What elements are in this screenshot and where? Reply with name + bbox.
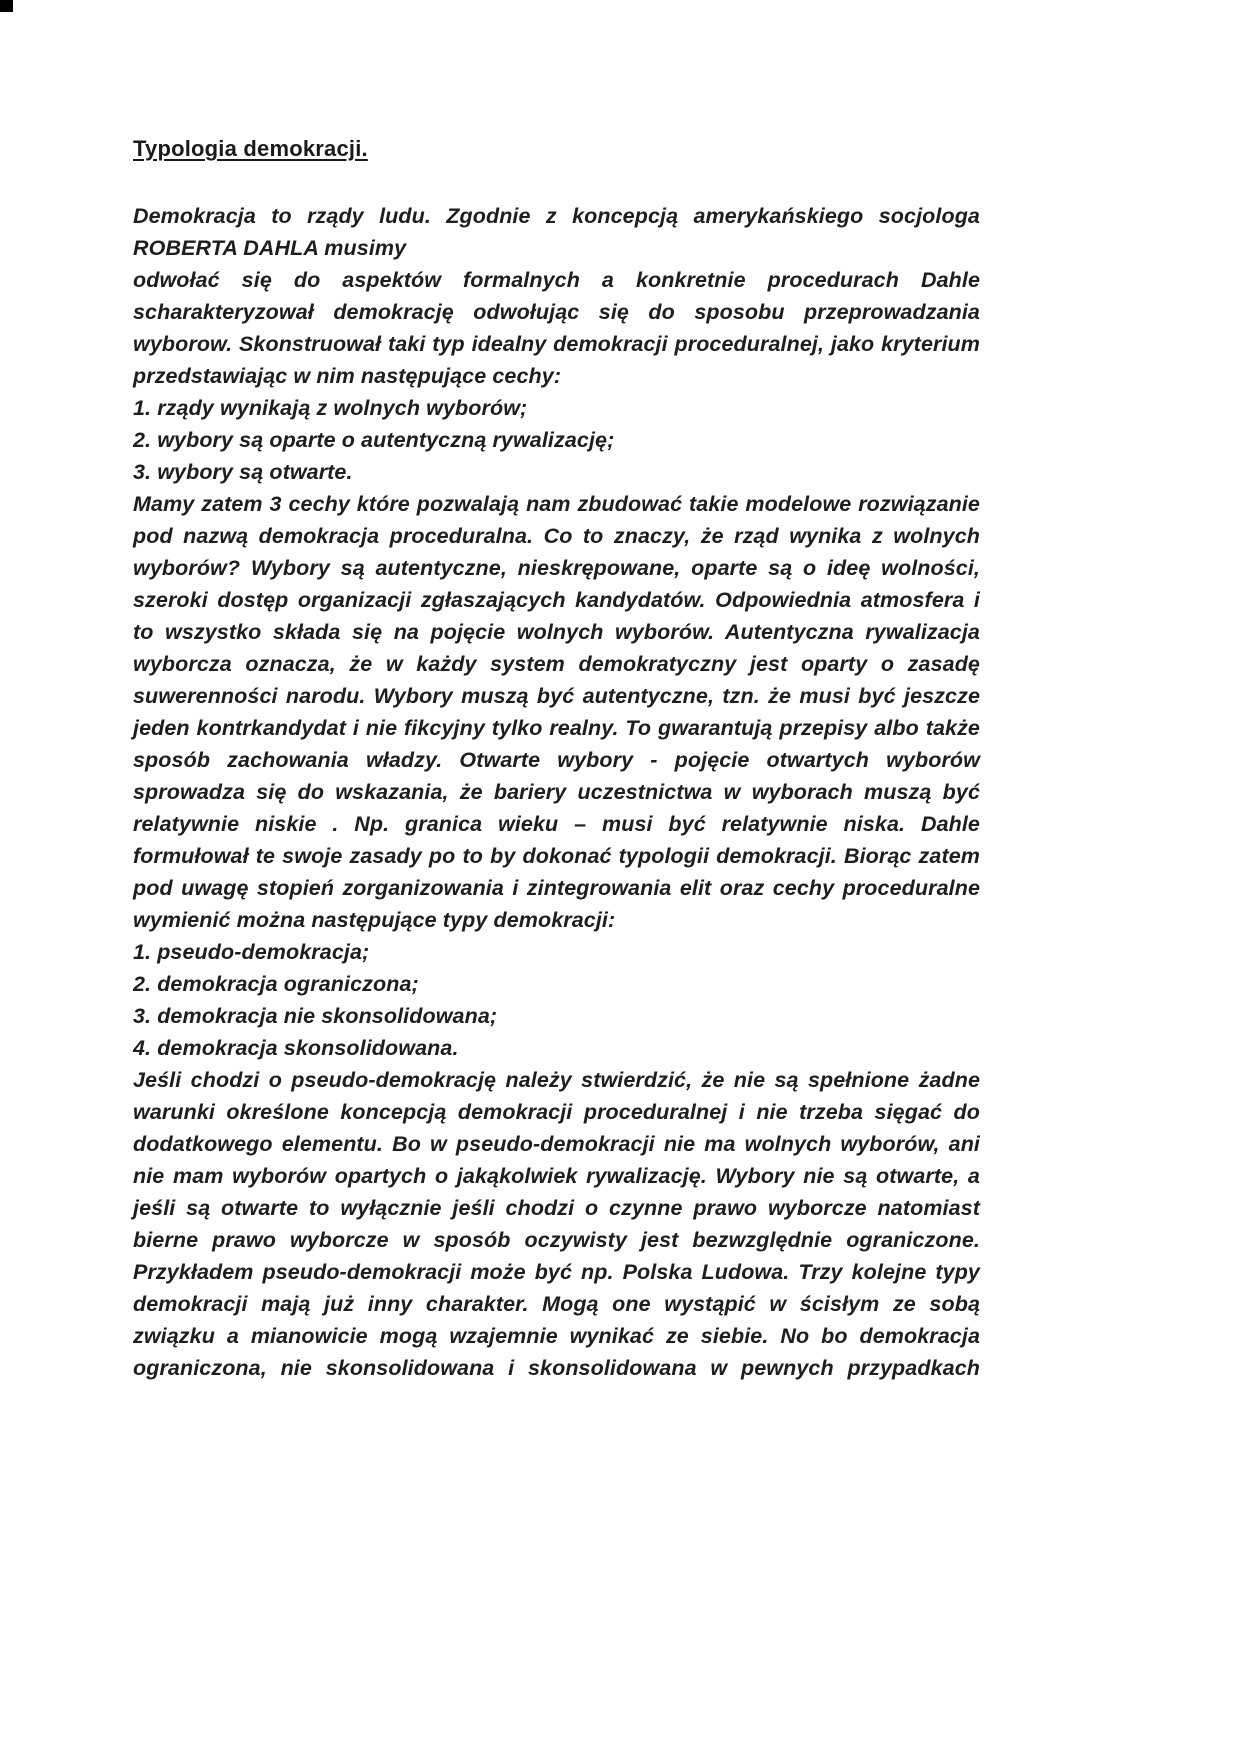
list-item-procedural-1: 1. rządy wynikają z wolnych wyborów; (133, 396, 528, 420)
list-item-typology-4: 4. demokracja skonsolidowana. (133, 1036, 459, 1060)
document-title: Typologia demokracji. (133, 136, 368, 161)
list-item-procedural-2: 2. wybory są oparte o autentyczną rywalizację; (133, 428, 615, 452)
list-item-typology-1: 1. pseudo-demokracja; (133, 940, 370, 964)
list-item-procedural-3: 3. wybory są otwarte. (133, 460, 353, 484)
paragraph-pseudo-democracy: Jeśli chodzi o pseudo-demokrację należy stwierdzić, że nie są spełnione żadne warunki określone koncepcją demokracji proceduralnej i nie trzeba sięgać do dodatkowego elementu. Bo w pseudo-demokracji nie ma wolnych wyborów, ani nie mam wyborów opartych o jakąkolwiek rywalizację. Wybory nie są otwarte, a jeśli są otwarte to wyłącznie jeśli chodzi o czynne prawo wyborcze natomiast bierne prawo wyborcze w sposób oczywisty jest bezwzględnie ograniczone. Przykładem pseudo-demokracji może być np. Polska Ludowa. Trzy kolejne typy demokracji mają już inny charakter. Mogą one wystąpić w ścisłym ze sobą związku a mianowicie mogą wzajemnie wynikać ze siebie. No bo demokracja ograniczona, nie skonsolidowana i skonsolidowana w pewnych przypadkach (133, 1068, 980, 1380)
list-item-typology-2: 2. demokracja ograniczona; (133, 972, 419, 996)
paragraph-model-discussion: Mamy zatem 3 cechy które pozwalają nam zbudować takie modelowe rozwiązanie pod nazwą demokracja proceduralna. Co to znaczy, że rząd wynika z wolnych wyborów? Wybory są autentyczne, nieskrępowane, oparte są o ideę wolności, szeroki dostęp organizacji zgłaszających kandydatów. Odpowiednia atmosfera i to wszystko składa się na pojęcie wolnych wyborów. Autentyczna rywalizacja wyborcza oznacza, że w każdy system demokratyczny jest oparty o zasadę suwerenności narodu. Wybory muszą być autentyczne, tzn. że musi być jeszcze jeden kontrkandydat i nie fikcyjny tylko realny. To gwarantują przepisy albo także sposób zachowania władzy. Otwarte wybory - pojęcie otwartych wyborów sprowadza się do wskazania, że bariery uczestnictwa w wyborach muszą być relatywnie niskie . Np. granica wieku – musi być relatywnie niska. Dahle formułował te swoje zasady po to by dokonać typologii demokracji. Biorąc zatem pod uwagę stopień zorganizowania i zintegrowania elit oraz cechy proceduralne wymienić można następujące typy demokracji: (133, 492, 980, 932)
paragraph-intro: Demokracja to rządy ludu. Zgodnie z koncepcją amerykańskiego socjologa ROBERTA DAHLA musimy (133, 204, 980, 260)
list-item-typology-3: 3. demokracja nie skonsolidowana; (133, 1004, 498, 1028)
scan-artifact-mark (0, 0, 13, 12)
paragraph-procedural-definition: odwołać się do aspektów formalnych a konkretnie procedurach Dahle scharakteryzował demokrację odwołując się do sposobu przeprowadzania wyborow. Skonstruował taki typ idealny demokracji proceduralnej, jako kryterium przedstawiając w nim następujące cechy: (133, 268, 980, 388)
